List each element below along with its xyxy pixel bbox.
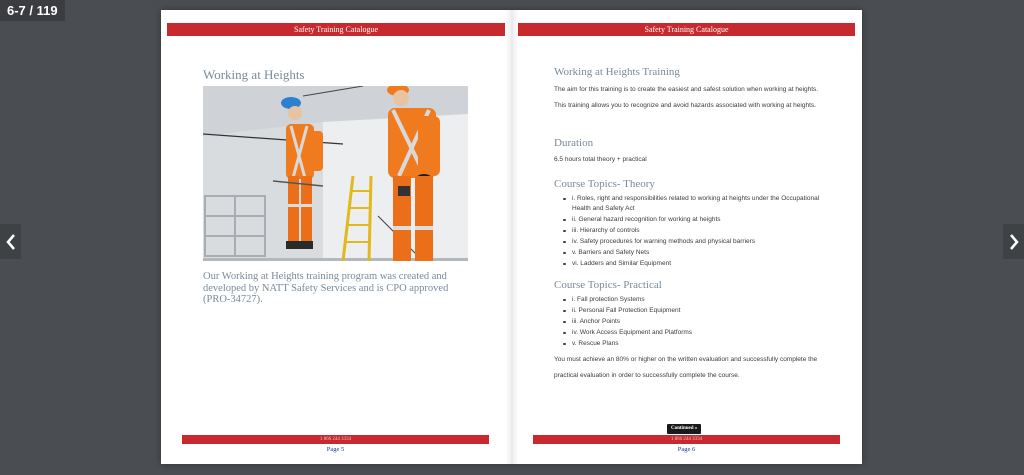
practical-list xyxy=(554,294,824,349)
training-heading: Working at Heights Training xyxy=(554,66,680,78)
theory-heading: Course Topics- Theory xyxy=(554,178,655,190)
list-item: vi. Ladders and Similar Equipment xyxy=(554,258,824,269)
list-item: iii. Anchor Points xyxy=(554,316,824,327)
list-item: iii. Hierarchy of controls xyxy=(554,225,824,236)
left-page-number: Page 5 xyxy=(326,446,345,453)
chevron-right-icon xyxy=(1008,233,1020,251)
page-counter: 6-7 / 119 xyxy=(0,0,65,21)
list-item: ii. Personal Fall Protection Equipment xyxy=(554,305,824,316)
list-item: v. Barriers and Safety Nets xyxy=(554,247,824,258)
list-item: iv. Safety procedures for warning methods and physical barriers xyxy=(554,236,824,247)
evaluation-requirement: You must achieve an 80% or higher on the written evaluation and successfully complete the practical evaluation in order to successfully complete the course. xyxy=(554,356,818,379)
list-item: iv. Work Access Equipment and Platforms xyxy=(554,327,824,338)
left-page-header: Safety Training Catalogue xyxy=(167,23,505,36)
book-spread xyxy=(161,10,862,464)
chevron-left-icon xyxy=(5,233,17,251)
list-item: v. Rescue Plans xyxy=(554,338,824,349)
right-page xyxy=(511,10,862,464)
right-footer-phone: 1 866 244 3334 xyxy=(533,435,840,444)
previous-page-button[interactable] xyxy=(0,224,21,259)
left-page-title: Working at Heights xyxy=(203,67,305,82)
continued-label: Continued » xyxy=(667,424,701,434)
duration-text: 6.5 hours total theory + practical xyxy=(554,156,647,163)
program-description: Our Working at Heights training program was created and developed by NATT Safety Services and is CPO approved (PRO-34727). xyxy=(203,271,449,305)
practical-heading: Course Topics- Practical xyxy=(554,279,662,291)
training-description: The aim for this training is to create the easiest and safest solution when working at heights. This training allows you to recognize and avoid hazards associated with working at heights. xyxy=(554,86,819,109)
next-page-button[interactable] xyxy=(1003,224,1024,259)
right-page-number: Page 6 xyxy=(677,446,696,453)
theory-list xyxy=(554,193,824,269)
left-page xyxy=(161,10,511,464)
list-item: i. Fall protection Systems xyxy=(554,294,824,305)
list-item: i. Roles, right and responsibilities related to working at heights under the Occupational Health and Safety Act xyxy=(554,193,824,214)
right-page-header: Safety Training Catalogue xyxy=(518,23,855,36)
workers-photo xyxy=(203,86,468,261)
list-item: ii. General hazard recognition for working at heights xyxy=(554,214,824,225)
duration-heading: Duration xyxy=(554,137,594,149)
left-footer-phone: 1 866 244 3334 xyxy=(182,435,489,444)
